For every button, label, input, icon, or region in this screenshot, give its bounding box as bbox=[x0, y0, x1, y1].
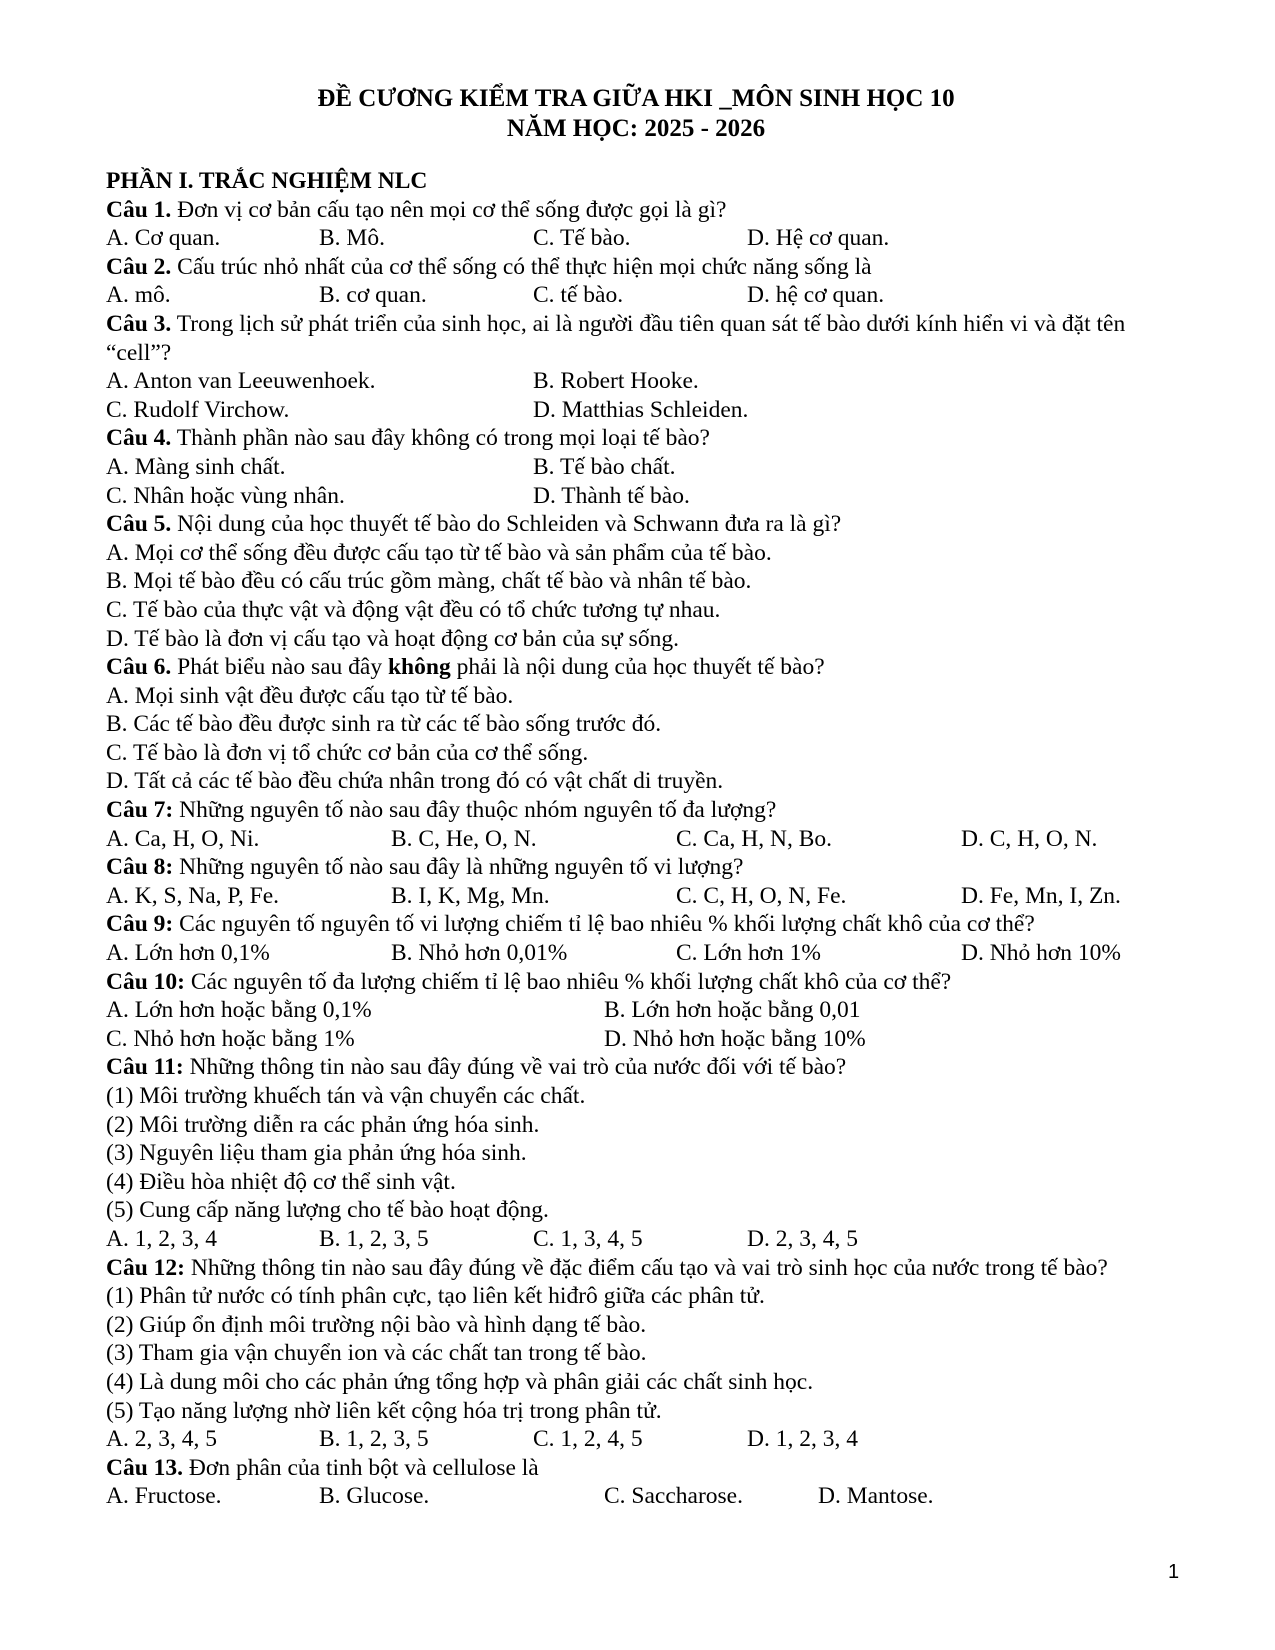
option-c: C. Nhân hoặc vùng nhân. bbox=[106, 482, 345, 509]
option-c: C. Rudolf Virchow. bbox=[106, 396, 290, 423]
option-b: B. Mô. bbox=[319, 225, 385, 252]
question-text: Đơn phân của tinh bột và cellulose là bbox=[183, 1454, 539, 1481]
option-b: B. I, K, Mg, Mn. bbox=[391, 882, 550, 909]
question-text: Thành phần nào sau đây không có trong mọi loại tế bào? bbox=[171, 425, 710, 452]
statement: (3) Nguyên liệu tham gia phản ứng hóa sinh. bbox=[106, 1140, 527, 1167]
option-d: D. Matthias Schleiden. bbox=[533, 396, 749, 423]
option-d: D. Tế bào là đơn vị cấu tạo và hoạt động cơ bản của sự sống. bbox=[106, 625, 679, 652]
option-c: C. Tế bào là đơn vị tổ chức cơ bản của cơ thể sống. bbox=[106, 739, 589, 766]
question-number: Câu 9: bbox=[106, 911, 174, 938]
option-d: D. Fe, Mn, I, Zn. bbox=[961, 882, 1121, 909]
option-b: B. Lớn hơn hoặc bằng 0,01 bbox=[604, 997, 861, 1024]
option-a: A. Cơ quan. bbox=[106, 225, 221, 252]
question-text: Đơn vị cơ bản cấu tạo nên mọi cơ thể sống được gọi là gì? bbox=[171, 196, 727, 223]
option-d: D. Mantose. bbox=[818, 1483, 934, 1510]
options-row bbox=[106, 1425, 1186, 1454]
question-9 bbox=[106, 910, 1186, 939]
option-b: B. Tế bào chất. bbox=[533, 453, 676, 480]
question-8 bbox=[106, 853, 1186, 882]
option-c: C. C, H, O, N, Fe. bbox=[676, 882, 847, 909]
options-row bbox=[106, 224, 1186, 253]
option-d: D. Hệ cơ quan. bbox=[747, 225, 890, 252]
question-text-after: phải là nội dung của học thuyết tế bào? bbox=[450, 654, 825, 681]
option-b: B. Mọi tế bào đều có cấu trúc gồm màng, chất tế bào và nhân tế bào. bbox=[106, 568, 752, 595]
option-b: B. 1, 2, 3, 5 bbox=[319, 1225, 429, 1252]
option-a: A. Màng sinh chất. bbox=[106, 453, 286, 480]
option-d: D. C, H, O, N. bbox=[961, 825, 1098, 852]
option-c: C. 1, 2, 4, 5 bbox=[533, 1426, 643, 1453]
question-text: Các nguyên tố nguyên tố vi lượng chiếm tỉ lệ bao nhiêu % khối lượng chất khô của cơ thể? bbox=[173, 911, 1035, 938]
statement: (5) Tạo năng lượng nhờ liên kết cộng hóa trị trong phân tử. bbox=[106, 1397, 662, 1424]
question-number: Câu 3. bbox=[106, 310, 172, 337]
page-number: 1 bbox=[1168, 1561, 1180, 1583]
options-row bbox=[106, 453, 1186, 482]
options-row bbox=[106, 367, 1186, 396]
options-row bbox=[106, 939, 1186, 968]
options-row bbox=[106, 996, 1186, 1025]
option-c: C. 1, 3, 4, 5 bbox=[533, 1225, 643, 1252]
question-number: Câu 8: bbox=[106, 854, 174, 881]
option-a: A. K, S, Na, P, Fe. bbox=[106, 882, 280, 909]
question-number: Câu 10: bbox=[106, 968, 185, 995]
question-7 bbox=[106, 796, 1186, 825]
title-line-2: NĂM HỌC: 2025 - 2026 bbox=[506, 115, 766, 142]
question-number: Câu 6. bbox=[106, 654, 172, 681]
option-d: D. Thành tế bào. bbox=[533, 482, 690, 509]
option-b: B. Nhỏ hơn 0,01% bbox=[391, 940, 568, 967]
option-c: C. Tế bào của thực vật và động vật đều có tổ chức tương tự nhau. bbox=[106, 596, 721, 623]
option-b: B. Robert Hooke. bbox=[533, 368, 699, 395]
question-number: Câu 5. bbox=[106, 511, 172, 538]
question-text: Những thông tin nào sau đây đúng về đặc điểm cấu tạo và vai trò sinh học của nước trong tế bào? bbox=[185, 1254, 1108, 1281]
question-4 bbox=[106, 424, 1186, 453]
option-b: B. C, He, O, N. bbox=[391, 825, 537, 852]
option-c: C. Tế bào. bbox=[533, 225, 631, 252]
option-c: C. Ca, H, N, Bo. bbox=[676, 825, 833, 852]
option-c: C. Saccharose. bbox=[604, 1483, 743, 1510]
options-row bbox=[106, 882, 1186, 911]
statement: (5) Cung cấp năng lượng cho tế bào hoạt động. bbox=[106, 1197, 549, 1224]
option-c: C. Nhỏ hơn hoặc bằng 1% bbox=[106, 1025, 355, 1052]
statement: (2) Giúp ổn định môi trường nội bào và hình dạng tế bào. bbox=[106, 1311, 647, 1338]
options-row bbox=[106, 825, 1186, 854]
options-row bbox=[106, 396, 1186, 425]
option-a: A. Ca, H, O, Ni. bbox=[106, 825, 260, 852]
option-d: D. 1, 2, 3, 4 bbox=[747, 1426, 858, 1453]
question-5 bbox=[106, 510, 1186, 539]
statement: (1) Phân tử nước có tính phân cực, tạo liên kết hiđrô giữa các phân tử. bbox=[106, 1283, 765, 1310]
statement: (4) Là dung môi cho các phản ứng tổng hợp và phân giải các chất sinh học. bbox=[106, 1368, 814, 1395]
document-page bbox=[106, 84, 1186, 1511]
question-number: Câu 4. bbox=[106, 425, 172, 452]
statement: (2) Môi trường diễn ra các phản ứng hóa sinh. bbox=[106, 1111, 540, 1138]
option-c: C. Lớn hơn 1% bbox=[676, 940, 821, 967]
option-a: A. Lớn hơn hoặc bằng 0,1% bbox=[106, 997, 372, 1024]
options-row bbox=[106, 281, 1186, 310]
question-12 bbox=[106, 1254, 1186, 1283]
question-1 bbox=[106, 196, 1186, 225]
option-c: C. tế bào. bbox=[533, 282, 624, 309]
question-number: Câu 2. bbox=[106, 253, 172, 280]
option-a: A. mô. bbox=[106, 282, 171, 309]
question-text-before: Phát biểu nào sau đây bbox=[171, 654, 388, 681]
question-10 bbox=[106, 968, 1186, 997]
question-text-emphasis: không bbox=[387, 654, 451, 681]
option-b: B. 1, 2, 3, 5 bbox=[319, 1426, 429, 1453]
question-number: Câu 13. bbox=[106, 1454, 184, 1481]
options-row bbox=[106, 1482, 1186, 1511]
question-text: Trong lịch sử phát triển của sinh học, ai là người đầu tiên quan sát tế bào dưới kính hiển vi và đặt tên “cell”? bbox=[106, 310, 1126, 366]
question-number: Câu 12: bbox=[106, 1254, 185, 1281]
option-a: A. Mọi sinh vật đều được cấu tạo từ tế bào. bbox=[106, 682, 514, 709]
question-number: Câu 11: bbox=[106, 1054, 184, 1081]
question-13 bbox=[106, 1454, 1186, 1483]
question-number: Câu 1. bbox=[106, 196, 172, 223]
option-a: A. Lớn hơn 0,1% bbox=[106, 940, 270, 967]
question-text: Những nguyên tố nào sau đây là những nguyên tố vi lượng? bbox=[173, 854, 744, 881]
question-11 bbox=[106, 1053, 1186, 1082]
question-text: Các nguyên tố đa lượng chiếm tỉ lệ bao nhiêu % khối lượng chất khô của cơ thể? bbox=[185, 968, 952, 995]
option-b: B. Glucose. bbox=[319, 1483, 430, 1510]
statement: (3) Tham gia vận chuyển ion và các chất tan trong tế bào. bbox=[106, 1340, 647, 1367]
question-text: Cấu trúc nhỏ nhất của cơ thể sống có thể thực hiện mọi chức năng sống là bbox=[171, 253, 872, 280]
options-row bbox=[106, 1025, 1186, 1054]
question-text: Nội dung của học thuyết tế bào do Schleiden và Schwann đưa ra là gì? bbox=[171, 511, 842, 538]
question-2 bbox=[106, 253, 1186, 282]
document-title bbox=[106, 84, 1166, 144]
option-d: D. Tất cả các tế bào đều chứa nhân trong đó có vật chất di truyền. bbox=[106, 768, 724, 795]
option-a: A. 1, 2, 3, 4 bbox=[106, 1225, 217, 1252]
option-a: A. 2, 3, 4, 5 bbox=[106, 1426, 217, 1453]
question-6 bbox=[106, 653, 1186, 682]
option-d: D. Nhỏ hơn hoặc bằng 10% bbox=[604, 1025, 866, 1052]
option-b: B. Các tế bào đều được sinh ra từ các tế bào sống trước đó. bbox=[106, 711, 662, 738]
statement: (4) Điều hòa nhiệt độ cơ thể sinh vật. bbox=[106, 1168, 456, 1195]
options-row bbox=[106, 1225, 1186, 1254]
question-number: Câu 7: bbox=[106, 797, 174, 824]
option-d: D. Nhỏ hơn 10% bbox=[961, 940, 1121, 967]
question-3 bbox=[106, 310, 1166, 367]
option-a: A. Fructose. bbox=[106, 1483, 222, 1510]
option-a: A. Mọi cơ thể sống đều được cấu tạo từ tế bào và sản phẩm của tế bào. bbox=[106, 539, 772, 566]
option-d: D. 2, 3, 4, 5 bbox=[747, 1225, 858, 1252]
question-text: Những thông tin nào sau đây đúng về vai trò của nước đối với tế bào? bbox=[183, 1054, 847, 1081]
options-row bbox=[106, 482, 1186, 511]
option-d: D. hệ cơ quan. bbox=[747, 282, 885, 309]
option-a: A. Anton van Leeuwenhoek. bbox=[106, 368, 376, 395]
question-text: Những nguyên tố nào sau đây thuộc nhóm nguyên tố đa lượng? bbox=[173, 797, 777, 824]
option-b: B. cơ quan. bbox=[319, 282, 427, 309]
statement: (1) Môi trường khuếch tán và vận chuyển các chất. bbox=[106, 1083, 586, 1109]
section-heading: PHẦN I. TRẮC NGHIỆM NLC bbox=[106, 168, 428, 194]
title-line-1: ĐỀ CƯƠNG KIỂM TRA GIỮA HKI _MÔN SINH HỌC 10 bbox=[317, 85, 955, 112]
